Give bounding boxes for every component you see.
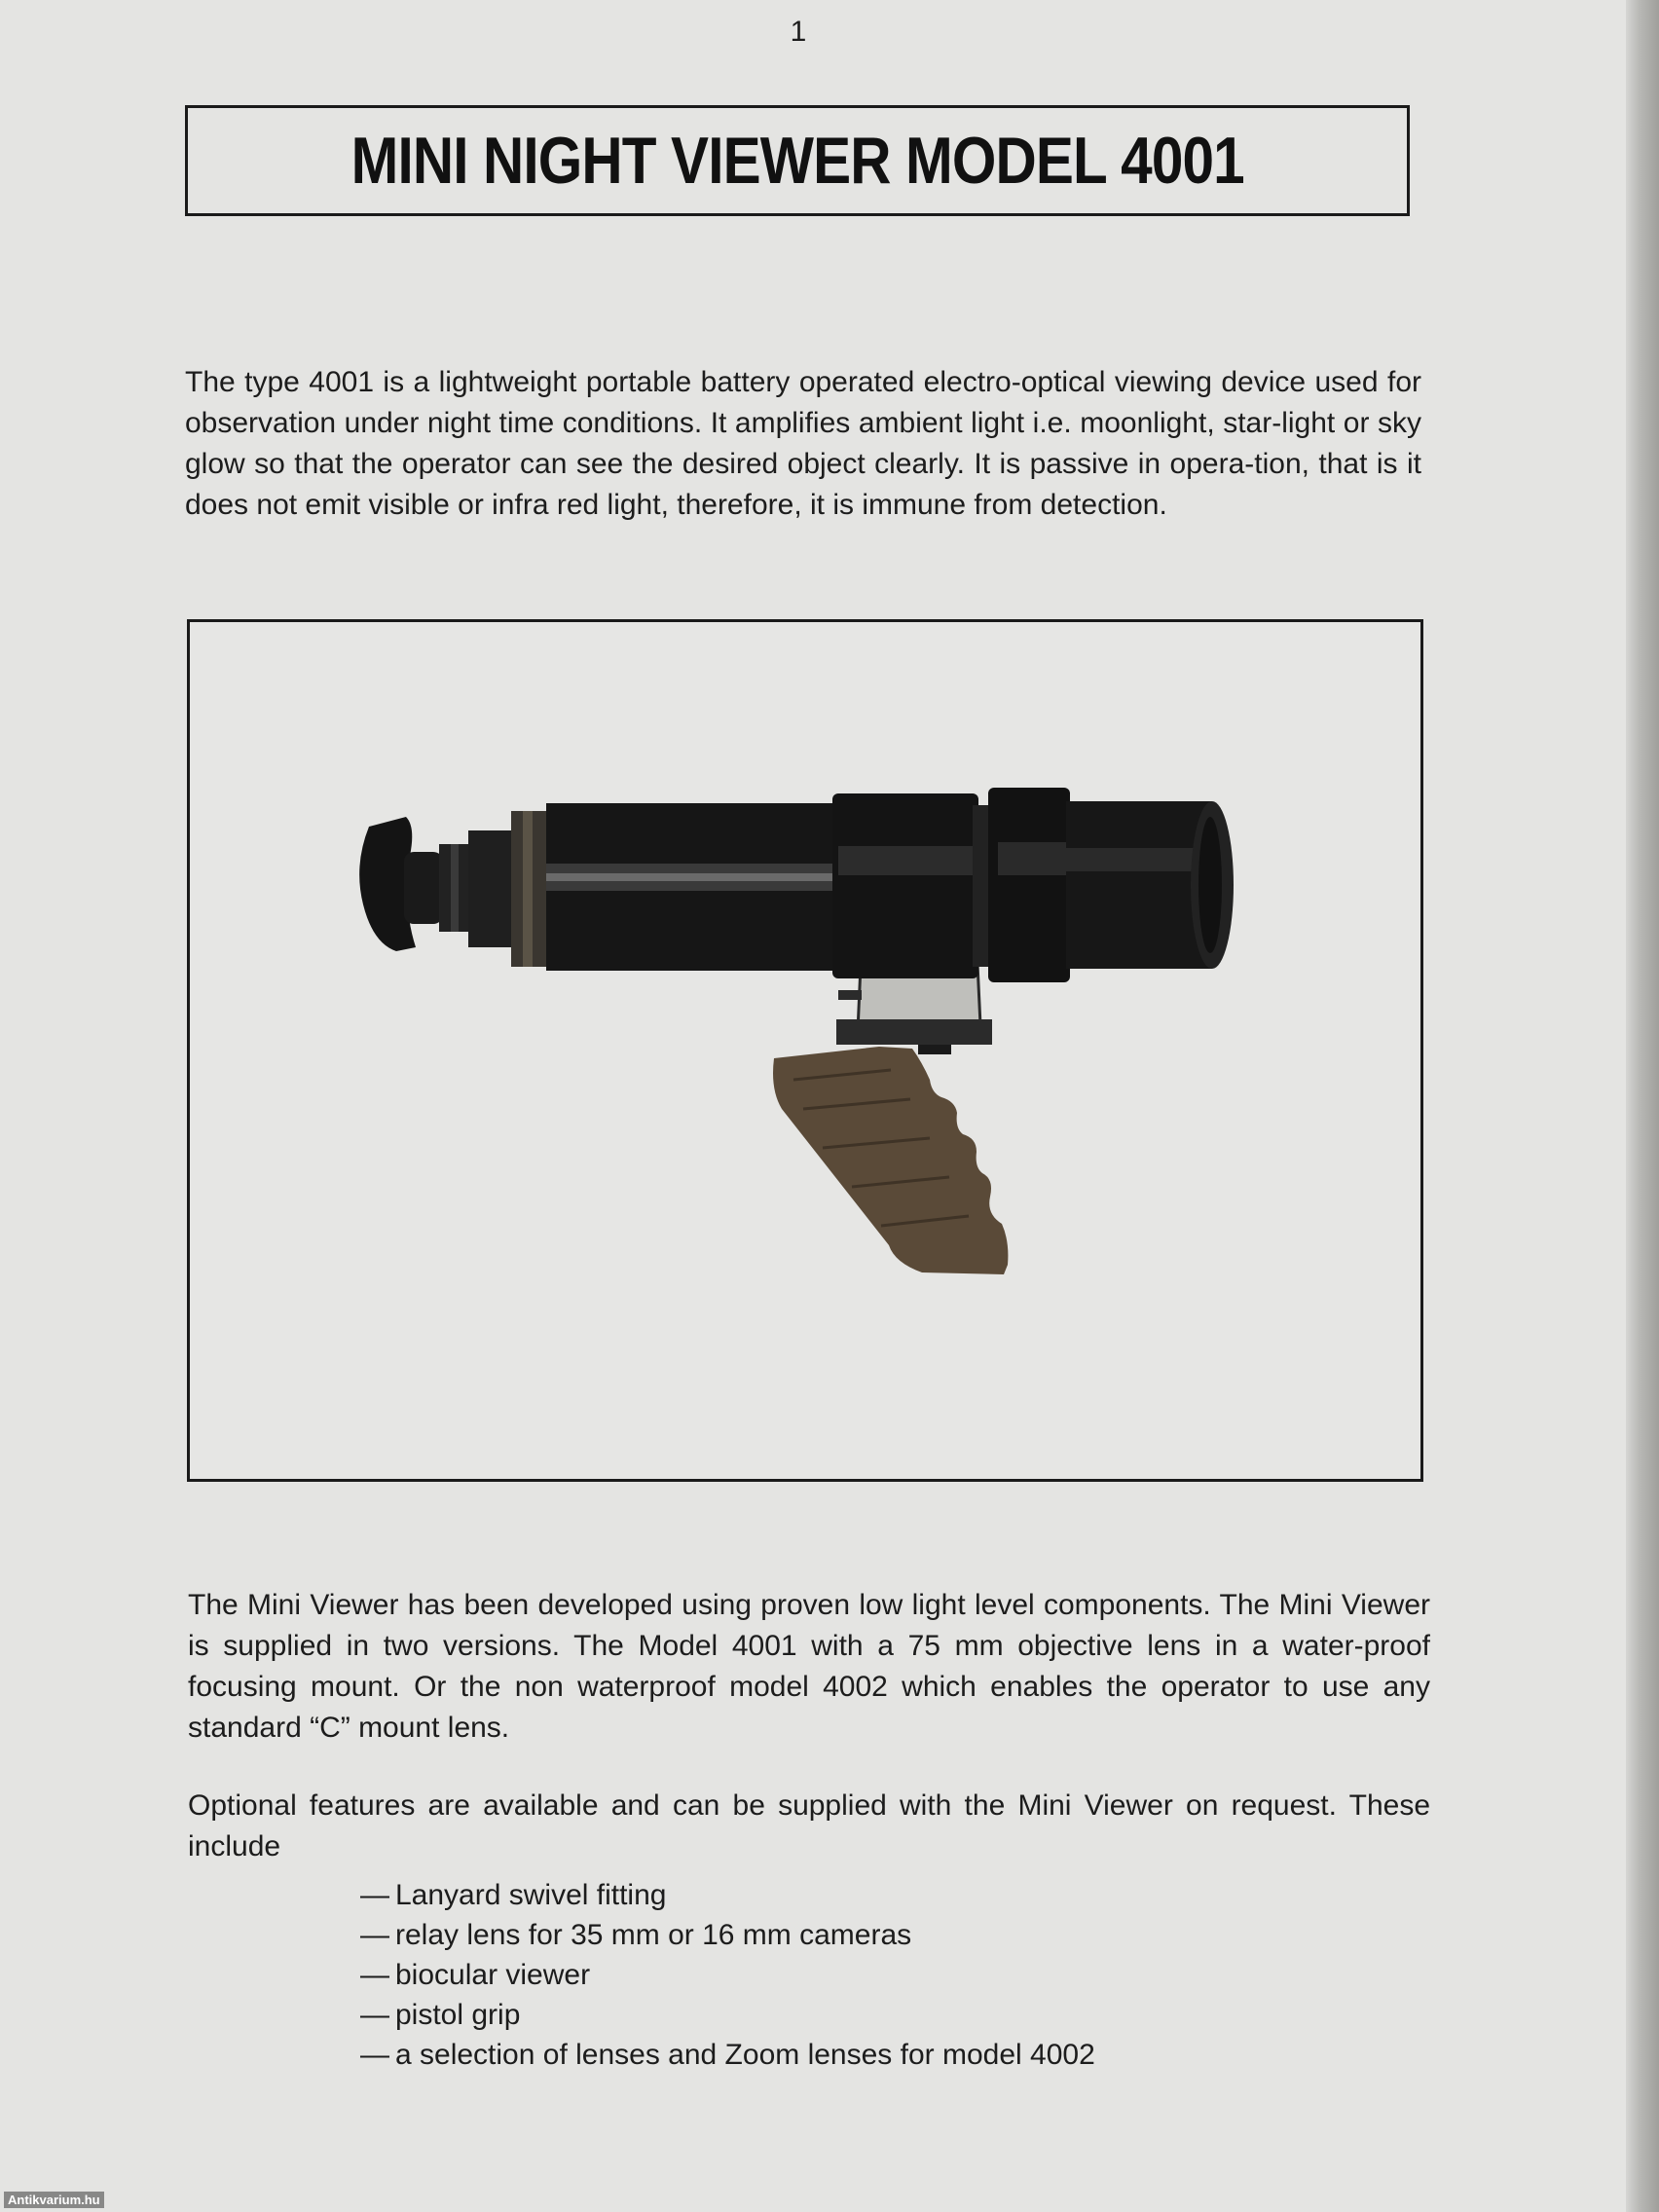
page-title: MINI NIGHT VIEWER MODEL 4001	[350, 124, 1244, 198]
list-item	[360, 1915, 1095, 1955]
list-item-text: biocular viewer	[395, 1959, 591, 1991]
pistol-grip	[773, 1047, 1008, 1274]
dash-bullet: —	[360, 1999, 389, 2031]
page-number: 1	[790, 16, 807, 48]
dash-bullet: —	[360, 1959, 389, 1991]
list-item	[360, 1955, 1095, 1995]
dash-bullet: —	[360, 2039, 389, 2071]
title-box	[185, 105, 1410, 216]
watermark: Antikvarium.hu	[4, 2192, 104, 2208]
intro-paragraph: The type 4001 is a lightweight portable battery operated electro-optical viewing device used for observation under night time conditions. It amplifies ambient light i.e. moonlight, star-light or sky glow so that the operator can see the desired object clearly. It is passive in opera-tion, that is it does not emit visible or infra red light, therefore, it is immune from detection.	[185, 366, 1421, 521]
page-edge-shadow	[1626, 0, 1659, 2212]
dash-bullet: —	[360, 1919, 389, 1951]
optional-features-paragraph: Optional features are available and can be supplied with the Mini Viewer on request. These include	[188, 1789, 1430, 1862]
list-item-text: pistol grip	[395, 1999, 521, 2031]
features-list	[360, 1875, 1095, 2075]
list-item-text: relay lens for 35 mm or 16 mm cameras	[395, 1919, 912, 1951]
list-item-text: Lanyard swivel fitting	[395, 1879, 667, 1911]
dash-bullet: —	[360, 1879, 389, 1911]
development-paragraph: The Mini Viewer has been developed using proven low light level components. The Mini Viewer is supplied in two versions. The Model 4001 with a 75 mm objective lens in a water-proof focusing mount. Or the non waterproof model 4002 which enables the operator to use any standard “C” mount lens.	[188, 1589, 1430, 1744]
product-photo-frame	[187, 619, 1423, 1482]
night-viewer-photo	[190, 622, 1420, 1479]
list-item-text: a selection of lenses and Zoom lenses for model 4002	[395, 2039, 1095, 2071]
list-item	[360, 2035, 1095, 2075]
objective-lens	[988, 788, 1070, 982]
list-item	[360, 1995, 1095, 2035]
list-item	[360, 1875, 1095, 1915]
